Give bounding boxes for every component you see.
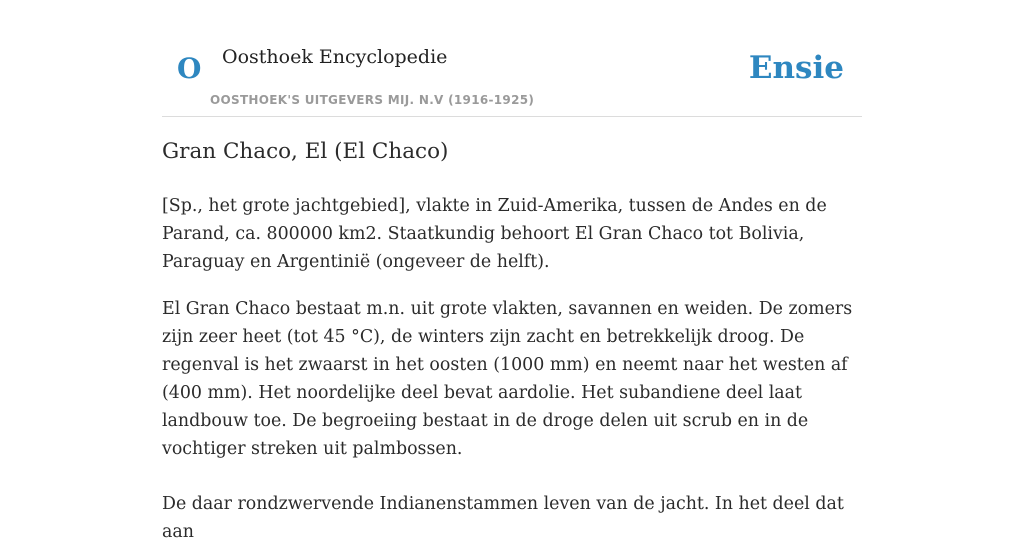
source-logo-icon: O xyxy=(177,52,202,85)
page xyxy=(162,0,862,542)
publisher-label: OOSTHOEK'S UITGEVERS MIJ. N.V (1916-1925) xyxy=(210,93,535,107)
source-title[interactable]: Oosthoek Encyclopedie xyxy=(222,46,448,68)
brand-logo-link[interactable]: Ensie xyxy=(748,50,844,86)
article-paragraph: De daar rondzwervende Indianenstammen leven van de jacht. In het deel dat aan xyxy=(162,494,844,542)
article-paragraph: El Gran Chaco bestaat m.n. uit grote vlakten, savannen en weiden. De zomers zijn zeer heet (tot 45 °C), de winters zijn zacht en betrekkelijk droog. De regenval is het zwaarst in het oosten (1000 mm) en neemt naar het westen af (400 mm). Het noordelijke deel bevat aardolie. Het subandiene deel laat landbouw toe. De begroeiing bestaat in de droge delen uit scrub en in de vochtiger streken uit palmbossen. xyxy=(162,299,853,459)
article-paragraph: [Sp., het grote jachtgebied], vlakte in Zuid-Amerika, tussen de Andes en de Parand, ca. 800000 km2. Staatkundig behoort El Gran Chaco tot Bolivia, Paraguay en Argentinië (ongeveer de helft). xyxy=(162,196,827,272)
article-title: Gran Chaco, El (El Chaco) xyxy=(162,139,449,164)
header xyxy=(162,0,862,117)
